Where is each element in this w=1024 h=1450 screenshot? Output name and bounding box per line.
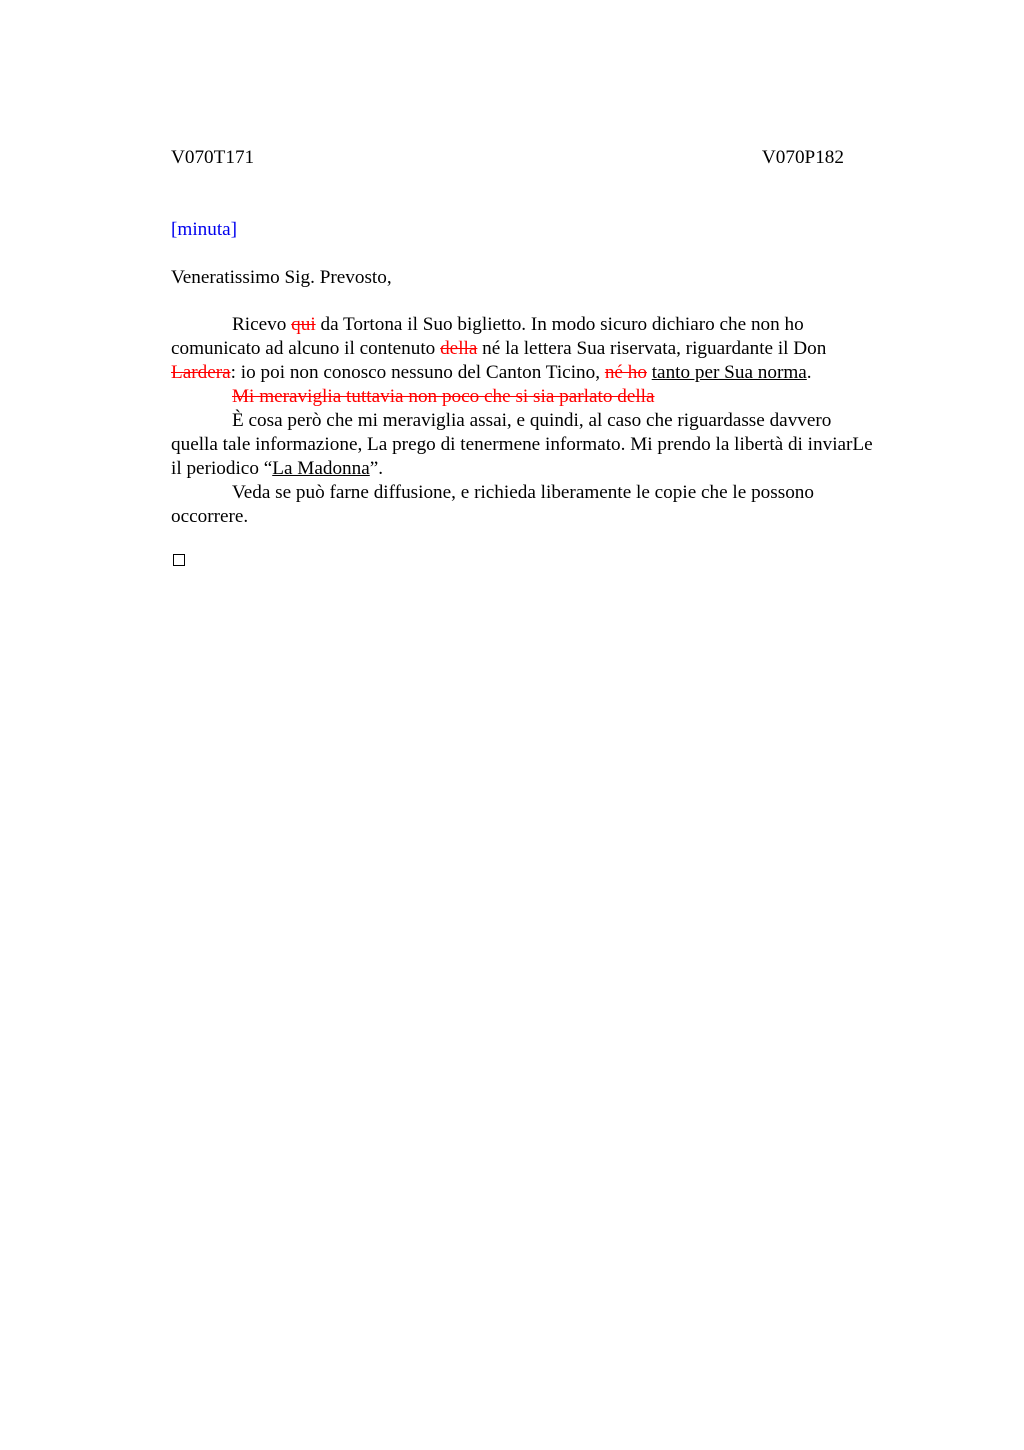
paragraph-1-line-3 — [171, 361, 931, 385]
document-code-left: V070T171 — [171, 147, 255, 168]
paragraph-3-line-1: Veda se può farne diffusione, e richieda liberamente le copie che le possono — [232, 482, 814, 503]
paragraph-3-line-2: occorrere. — [171, 506, 249, 527]
text-run: da Tortona il Suo biglietto. In modo sicuro dichiaro che non ho — [315, 314, 804, 335]
text-run: comunicato ad alcuno il contenuto — [171, 338, 441, 359]
empty-square-icon — [173, 554, 185, 566]
deleted-word: né ho — [604, 362, 647, 383]
text-run: né la lettera Sua riservata, riguardante il Don — [477, 338, 827, 359]
deleted-line: Mi meraviglia tuttavia non poco che si sia parlato della — [232, 386, 655, 407]
underlined-title: La Madonna — [272, 458, 370, 479]
salutation: Veneratissimo Sig. Prevosto, — [171, 267, 392, 288]
text-run: il periodico “ — [171, 458, 273, 479]
paragraph-2-line-3 — [171, 457, 931, 481]
text-run: . — [806, 362, 812, 383]
deleted-word: della — [440, 338, 478, 359]
text-run: Ricevo — [232, 314, 292, 335]
letter-body — [171, 313, 931, 529]
deleted-word: Lardera — [171, 362, 231, 383]
underlined-phrase: tanto per Sua norma — [651, 362, 807, 383]
paragraph-1-line-2 — [171, 337, 931, 361]
document-header — [171, 146, 844, 170]
paragraph-1-line-1 — [171, 313, 931, 337]
paragraph-2-line-2: quella tale informazione, La prego di tenermene informato. Mi prendo la libertà di inviarLe — [171, 434, 873, 455]
paragraph-2-line-1: È cosa però che mi meraviglia assai, e quindi, al caso che riguardasse davvero — [232, 410, 832, 431]
text-run: : io poi non conosco nessuno del Canton Ticino, — [230, 362, 605, 383]
deleted-word: qui — [291, 314, 316, 335]
minuta-note: [minuta] — [171, 219, 238, 240]
document-code-right: V070P182 — [761, 147, 844, 168]
text-run: ”. — [369, 458, 384, 479]
deleted-sentence — [171, 385, 931, 409]
